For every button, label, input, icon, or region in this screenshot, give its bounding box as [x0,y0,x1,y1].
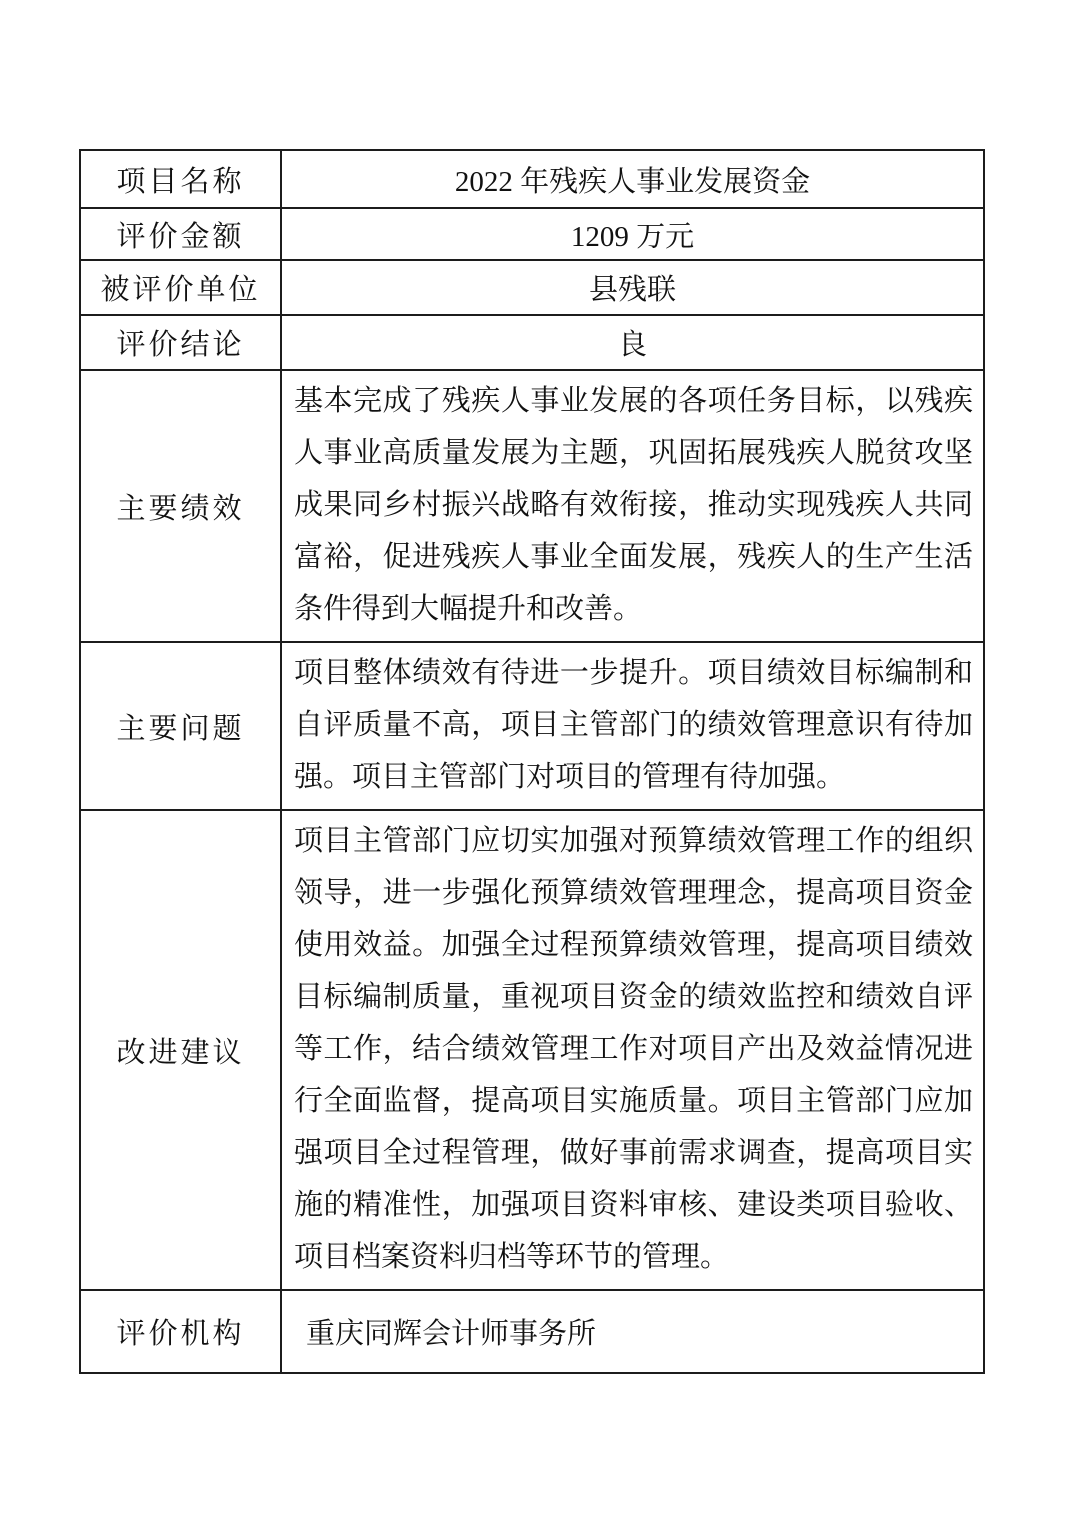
evaluation-conclusion-value: 良 [281,315,984,370]
evaluated-unit-value: 县残联 [281,260,984,315]
table-row-evaluation-conclusion [80,315,984,370]
table-row-evaluation-amount [80,208,984,260]
main-problems-label: 主要问题 [80,642,281,810]
evaluated-unit-label: 被评价单位 [80,260,281,315]
table-row-main-problems [80,642,984,810]
evaluation-amount-value: 1209 万元 [281,208,984,260]
main-performance-label: 主要绩效 [80,370,281,642]
evaluation-table [79,149,985,1374]
table-row-evaluation-agency [80,1290,984,1373]
table-row-project-name [80,150,984,208]
evaluation-agency-label: 评价机构 [80,1290,281,1373]
improvement-suggestions-value: 项目主管部门应切实加强对预算绩效管理工作的组织领导，进一步强化预算绩效管理理念，提高项目资金使用效益。加强全过程预算绩效管理，提高项目绩效目标编制质量，重视项目资金的绩效监控和绩效自评等工作，结合绩效管理工作对项目产出及效益情况进行全面监督，提高项目实施质量。项目主管部门应加强项目全过程管理，做好事前需求调查，提高项目实施的精准性，加强项目资料审核、建设类项目验收、项目档案资料归档等环节的管理。 [281,810,984,1290]
table-row-improvement-suggestions [80,810,984,1290]
main-performance-value: 基本完成了残疾人事业发展的各项任务目标，以残疾人事业高质量发展为主题，巩固拓展残疾人脱贫攻坚成果同乡村振兴战略有效衔接，推动实现残疾人共同富裕，促进残疾人事业全面发展，残疾人的生产生活条件得到大幅提升和改善。 [281,370,984,642]
improvement-suggestions-label: 改进建议 [80,810,281,1290]
main-problems-value: 项目整体绩效有待进一步提升。项目绩效目标编制和自评质量不高，项目主管部门的绩效管理意识有待加强。项目主管部门对项目的管理有待加强。 [281,642,984,810]
evaluation-agency-value: 重庆同辉会计师事务所 [281,1290,984,1373]
table-row-evaluated-unit [80,260,984,315]
table-row-main-performance [80,370,984,642]
evaluation-conclusion-label: 评价结论 [80,315,281,370]
evaluation-amount-label: 评价金额 [80,208,281,260]
project-name-label: 项目名称 [80,150,281,208]
project-name-value: 2022 年残疾人事业发展资金 [281,150,984,208]
